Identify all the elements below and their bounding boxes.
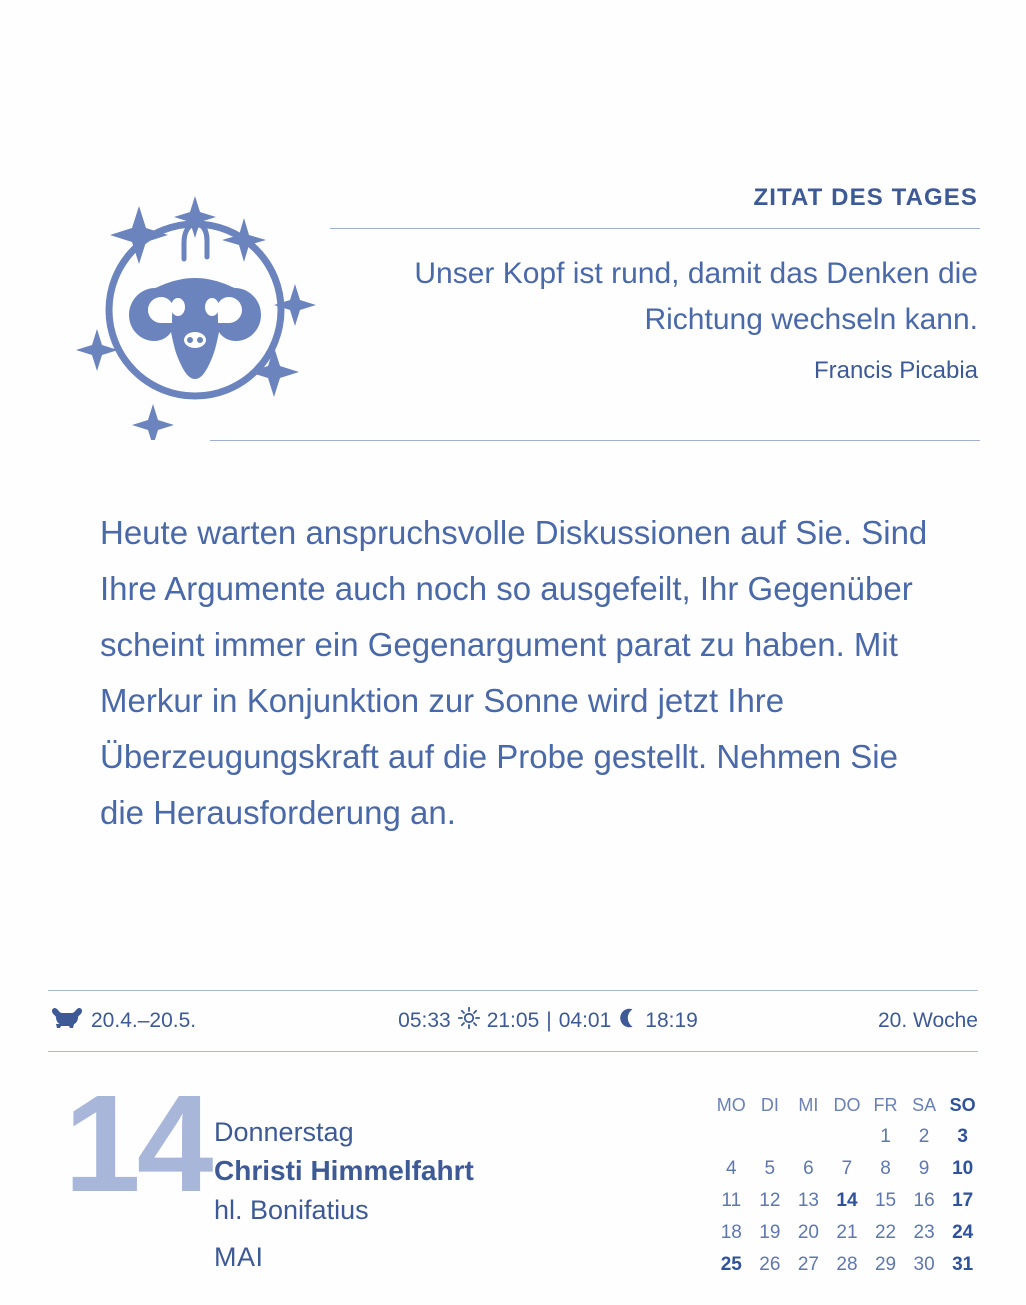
mini-calendar-week-row bbox=[712, 1153, 982, 1185]
quote-text: Unser Kopf ist rund, damit das Denken die Richtung wechseln kann. bbox=[414, 257, 978, 336]
mini-calendar-weekday-do: DO bbox=[833, 1095, 861, 1115]
mini-calendar-day[interactable]: 3 bbox=[957, 1126, 968, 1147]
mini-calendar-day[interactable]: 31 bbox=[952, 1254, 974, 1275]
quote-bottom-rule bbox=[210, 440, 980, 441]
mini-calendar-week-row bbox=[712, 1217, 982, 1249]
mini-calendar-day[interactable]: 8 bbox=[880, 1158, 891, 1179]
mini-calendar-day[interactable]: 15 bbox=[874, 1190, 897, 1211]
quote-author: Francis Picabia bbox=[813, 356, 978, 384]
mini-calendar-day[interactable]: 17 bbox=[952, 1190, 974, 1211]
mini-calendar-weekday-so: SO bbox=[949, 1095, 976, 1115]
taurus-bull-icon bbox=[48, 1007, 82, 1035]
month-label: MAI bbox=[214, 1242, 264, 1273]
quote-section bbox=[0, 160, 1026, 460]
mini-calendar-empty-cell bbox=[751, 1121, 790, 1153]
date-block bbox=[48, 1067, 688, 1285]
moonrise-time: 04:01 bbox=[558, 1009, 612, 1032]
mini-calendar bbox=[712, 1090, 982, 1281]
week-number: 20. Woche bbox=[877, 1009, 978, 1032]
mini-calendar-week-row bbox=[712, 1249, 982, 1281]
mini-calendar-week-row bbox=[712, 1185, 982, 1217]
mini-calendar-weekday-di: DI bbox=[760, 1095, 779, 1115]
sunrise-time: 05:33 bbox=[398, 1009, 451, 1032]
sunset-time: 21:05 bbox=[486, 1009, 540, 1032]
mini-calendar-day[interactable]: 20 bbox=[797, 1222, 819, 1243]
holiday-label: Christi Himmelfahrt bbox=[214, 1155, 474, 1187]
zodiac-range bbox=[48, 1007, 348, 1035]
mini-calendar-day[interactable]: 28 bbox=[836, 1254, 858, 1275]
mini-calendar-weekday-mi: MI bbox=[798, 1095, 819, 1115]
mini-calendar-day[interactable]: 30 bbox=[913, 1254, 935, 1275]
mini-calendar-day[interactable]: 11 bbox=[721, 1190, 742, 1211]
mini-calendar-day[interactable]: 4 bbox=[725, 1158, 737, 1179]
mini-calendar-day[interactable]: 22 bbox=[874, 1222, 897, 1243]
mini-calendar-day[interactable]: 21 bbox=[836, 1222, 858, 1243]
horoscope-text: Heute warten anspruchsvolle Diskussionen auf Sie. Sind Ihre Argumente auch noch so ausgefeilt, Ihr Gegenüber scheint immer ein Gegenargument parat zu haben. Mit Merkur in Konjunktion zur Sonne wird jetzt Ihre Überzeugungskraft auf die Probe gestellt. Nehmen Sie die Herausforderung an. bbox=[100, 514, 928, 832]
quote-top-rule bbox=[330, 228, 980, 229]
mini-calendar-empty-cell bbox=[828, 1121, 867, 1153]
saint-label: hl. Bonifatius bbox=[214, 1195, 369, 1226]
mini-calendar-day[interactable]: 19 bbox=[759, 1222, 781, 1243]
mini-calendar-day[interactable]: 10 bbox=[952, 1158, 974, 1179]
mini-calendar-day[interactable]: 9 bbox=[918, 1158, 930, 1179]
moon-icon bbox=[618, 1007, 638, 1035]
mini-calendar-weekday-sa: SA bbox=[912, 1095, 937, 1115]
mini-calendar-day[interactable]: 14 bbox=[836, 1190, 858, 1211]
mini-calendar-day[interactable]: 27 bbox=[797, 1254, 819, 1275]
mini-calendar-day[interactable]: 12 bbox=[759, 1190, 781, 1211]
mini-calendar-body bbox=[712, 1121, 982, 1281]
weekday-label: Donnerstag bbox=[214, 1117, 354, 1147]
mini-calendar-day[interactable]: 6 bbox=[803, 1158, 814, 1179]
mini-calendar-weekday-fr: FR bbox=[873, 1095, 898, 1115]
mini-calendar-day[interactable]: 13 bbox=[797, 1190, 819, 1211]
mini-calendar-day[interactable]: 23 bbox=[913, 1222, 935, 1243]
mini-calendar-day[interactable]: 25 bbox=[720, 1254, 742, 1275]
mini-calendar-day[interactable]: 29 bbox=[874, 1254, 897, 1275]
mini-calendar-day[interactable]: 18 bbox=[720, 1222, 742, 1243]
quote-heading: ZITAT DES TAGES bbox=[753, 184, 978, 211]
zodiac-range-label: 20.4.–20.5. bbox=[91, 1009, 197, 1032]
mini-calendar-day[interactable]: 5 bbox=[764, 1158, 776, 1179]
quote-content bbox=[330, 184, 980, 385]
day-number: 14 bbox=[64, 1067, 210, 1221]
mini-calendar-weekday-mo: MO bbox=[716, 1095, 746, 1115]
mini-calendar-day[interactable]: 16 bbox=[913, 1190, 935, 1211]
aries-ram-icon bbox=[62, 170, 332, 440]
moonset-time: 18:19 bbox=[645, 1009, 698, 1032]
mini-calendar-day[interactable]: 24 bbox=[952, 1222, 974, 1243]
mini-calendar-day[interactable]: 1 bbox=[880, 1126, 891, 1147]
date-details bbox=[214, 1113, 474, 1277]
astro-info-strip bbox=[48, 990, 978, 1052]
mini-calendar-empty-cell bbox=[789, 1121, 828, 1153]
mini-calendar-week-row bbox=[712, 1121, 982, 1153]
sun-icon bbox=[458, 1007, 480, 1035]
mini-calendar-empty-cell bbox=[712, 1121, 751, 1153]
mini-calendar-day[interactable]: 7 bbox=[841, 1158, 853, 1179]
times-separator: | bbox=[546, 1009, 552, 1032]
mini-calendar-day[interactable]: 2 bbox=[918, 1126, 930, 1147]
mini-calendar-day[interactable]: 26 bbox=[759, 1254, 781, 1275]
mini-calendar-header-row bbox=[712, 1090, 982, 1121]
sun-moon-times bbox=[348, 1007, 748, 1035]
mini-calendar-table bbox=[712, 1090, 982, 1281]
